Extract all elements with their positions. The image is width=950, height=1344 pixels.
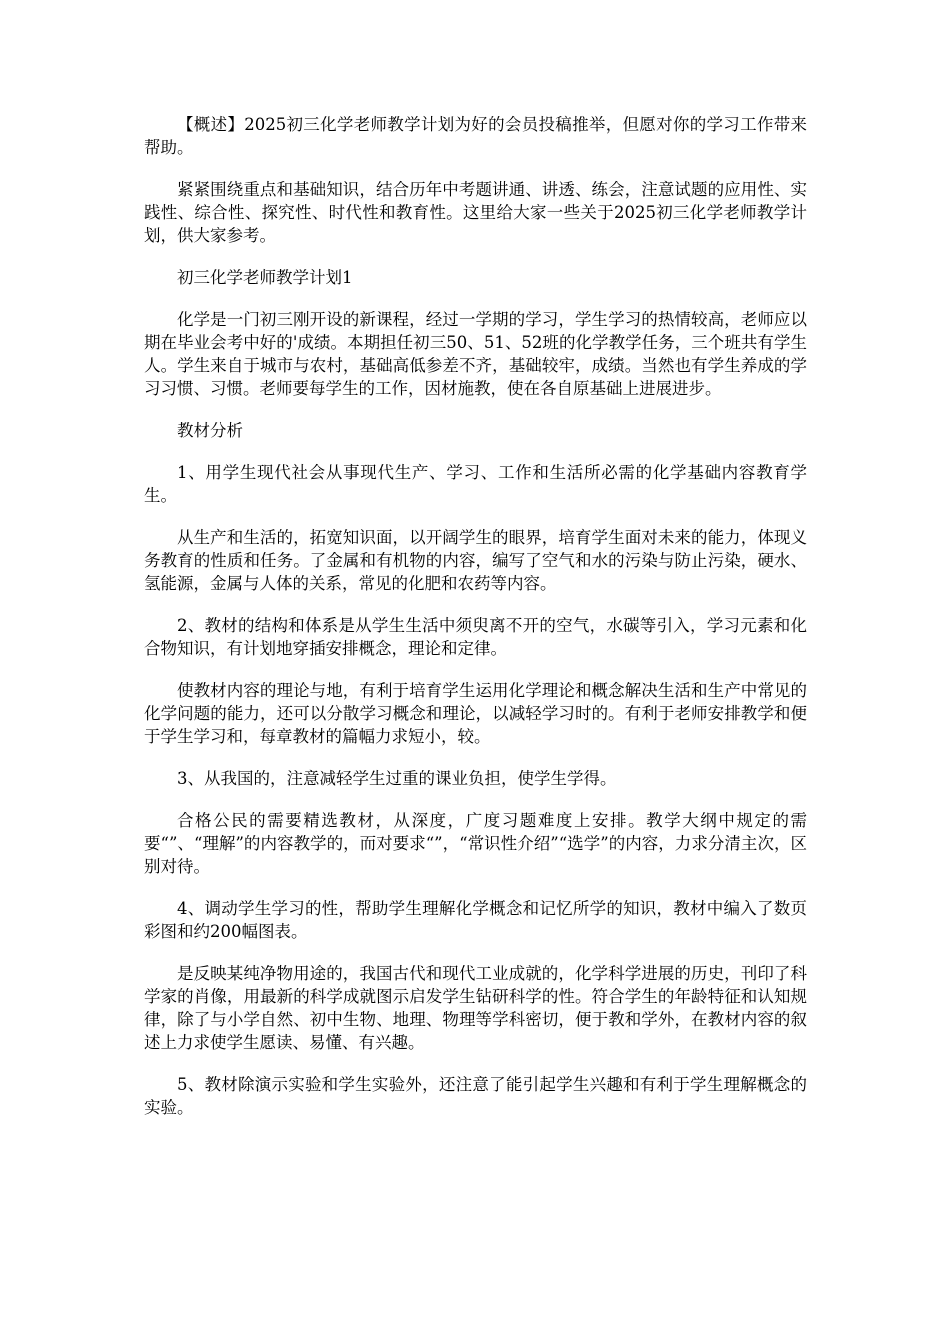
paragraph-point-5: 5、教材除演示实验和学生实验外，还注意了能引起学生兴趣和有利于学生理解概念的实验。 xyxy=(144,1075,807,1117)
paragraph-point-4-detail: 是反映某纯净物用途的，我国古代和现代工业成就的，化学科学进展的历史，刊印了科学家的肖像，用最新的科学成就图示启发学生钻研科学的性。符合学生的年龄特征和认知规律，除了与小学自然、初中生物、地理、物理等学科密切，便于教和学外，在教材内容的叙述上力求使学生愿读、易懂、有兴趣。 xyxy=(144,964,807,1052)
paragraph-point-1: 1、用学生现代社会从事现代生产、学习、工作和生活所必需的化学基础内容教育学生。 xyxy=(144,463,807,505)
paragraph-point-2-detail: 使教材内容的理论与地，有利于培育学生运用化学理论和概念解决生活和生产中常见的化学问题的能力，还可以分散学习概念和理论，以减轻学习时的。有利于老师安排教学和便于学生学习和，每章教材的篇幅力求短小，较。 xyxy=(144,681,807,746)
paragraph-point-3: 3、从我国的，注意减轻学生过重的课业负担，使学生学得。 xyxy=(177,769,617,788)
section-heading-plan-1: 初三化学老师教学计划1 xyxy=(177,268,353,287)
paragraph-point-4: 4、调动学生学习的性，帮助学生理解化学概念和记忆所学的知识，教材中编入了数页彩图和约200幅图表。 xyxy=(144,899,807,941)
paragraph-point-1-detail: 从生产和生活的，拓宽知识面，以开阔学生的眼界，培育学生面对未来的能力，体现义务教育的性质和任务。了金属和有机物的内容，编写了空气和水的污染与防止污染，硬水、氢能源，金属与人体的关系，常见的化肥和农药等内容。 xyxy=(144,528,807,593)
paragraph-point-3-detail: 合格公民的需要精选教材，从深度，广度习题难度上安排。教学大纲中规定的需要“”、“理解”的内容教学的，而对要求“”，“常识性介绍”“选学”的内容，力求分清主次，区别对待。 xyxy=(144,811,807,876)
paragraph-point-2: 2、教材的结构和体系是从学生生活中须臾离不开的空气，水碳等引入，学习元素和化合物知识，有计划地穿插安排概念，理论和定律。 xyxy=(144,616,807,658)
section-heading-textbook-analysis: 教材分析 xyxy=(177,421,243,440)
paragraph-summary: 【概述】2025初三化学老师教学计划为好的会员投稿推举，但愿对你的学习工作带来帮助。 xyxy=(144,115,807,157)
paragraph-class-situation: 化学是一门初三刚开设的新课程，经过一学期的学习，学生学习的热情较高，老师应以期在毕业会考中好的'成绩。本期担任初三50、51、52班的化学教学任务，三个班共有学生人。学生来自于城市与农村，基础高低参差不齐，基础较牢，成绩。当然也有学生养成的学习习惯、习惯。老师要每学生的工作，因材施教，使在各自原基础上进展进步。 xyxy=(144,310,807,398)
document-body xyxy=(144,113,807,1138)
paragraph-intro: 紧紧围绕重点和基础知识，结合历年中考题讲通、讲透、练会，注意试题的应用性、实践性、综合性、探究性、时代性和教育性。这里给大家一些关于2025初三化学老师教学计划，供大家参考。 xyxy=(144,180,807,245)
